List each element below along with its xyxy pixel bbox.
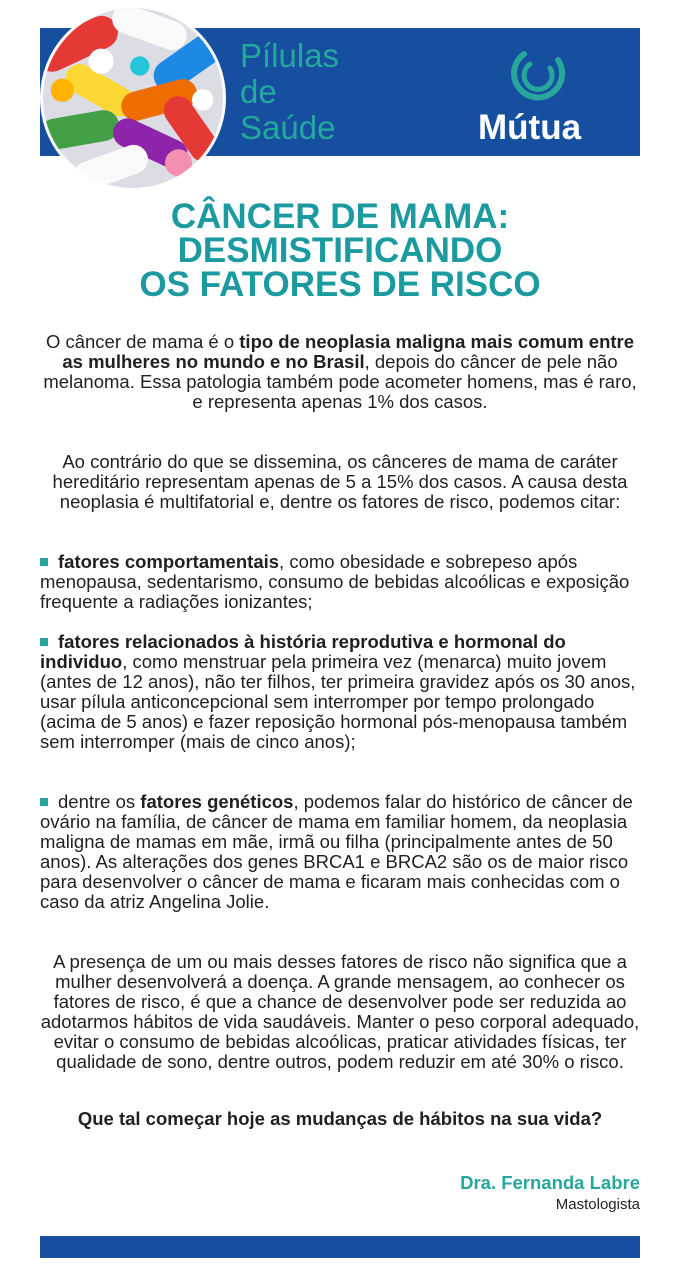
bullet-square-icon <box>40 638 48 646</box>
intro-bold: tipo de neoplasia maligna mais comum entre as mulheres no mundo e no Brasil <box>62 331 635 372</box>
article-title <box>40 197 640 304</box>
mutua-logo-icon <box>510 46 568 102</box>
brand-logo-text: Mútua <box>478 108 582 147</box>
title-line-2: DESMISTIFICANDO <box>177 231 503 270</box>
bullet-1-bold: fatores comportamentais <box>58 551 280 572</box>
series-title <box>240 38 420 146</box>
bullet-genetic <box>40 792 640 912</box>
footer-bar <box>40 1236 640 1258</box>
series-title-line-1: Pílulas <box>240 37 340 74</box>
closing-question: Que tal começar hoje as mudanças de hábitos na sua vida? <box>77 1108 603 1129</box>
causes-paragraph: Ao contrário do que se dissemina, os cânceres de mama de caráter hereditário representam apenas de 5 a 15% dos casos. A causa desta neoplasia é multifatorial e, dentre os fatores de risco, podemos citar: <box>52 451 628 512</box>
bullet-2-bold: fatores relacionados à história reprodutiva e hormonal do individuo <box>40 631 566 672</box>
bullet-3-text: , podemos falar do histórico de câncer de ovário na família, de câncer de mama em familiar homem, da neoplasia maligna de mamas em mãe, irmã ou filha (principalmente antes de 50 anos). As alterações dos genes BRCA1 e BRCA2 são os de maior risco para desenvolver o câncer de mama e ficaram mais conhecidas com o caso da atriz Angelina Jolie. <box>40 791 633 912</box>
bullet-3-prefix: dentre os <box>58 791 141 812</box>
bullet-1-text: , como obesidade e sobrepeso após menopausa, sedentarismo, consumo de bebidas alcoólicas e exposição frequente a radiações ionizantes; <box>40 551 630 612</box>
title-line-1: CÂNCER DE MAMA: <box>170 197 510 236</box>
title-line-3: OS FATORES DE RISCO <box>139 265 541 304</box>
intro-text-2: , depois do câncer de pele não melanoma. Essa patologia também pode acometer homens, mas é raro, e representa apenas 1% dos casos. <box>43 351 637 412</box>
series-title-line-2: de <box>240 73 277 110</box>
bullet-2-text: , como menstruar pela primeira vez (menarca) muito jovem (antes de 12 anos), não ter filhos, ter primeira gravidez após os 30 anos, usar pílula anticoncepcional sem interromper por tempo prolongado (acima de 5 anos) e fazer reposição hormonal pós-menopausa também sem interromper (mais de cinco anos); <box>40 651 636 752</box>
author-name: Dra. Fernanda Labre <box>460 1172 640 1193</box>
bullet-reproductive <box>40 632 640 752</box>
pills-photo <box>40 5 226 191</box>
conclusion-paragraph: A presença de um ou mais desses fatores de risco não significa que a mulher desenvolverá a doença. A grande mensagem, ao conhecer os fatores de risco, é que a chance de desenvolver pode ser reduzida ao adotarmos hábitos de vida saudáveis. Manter o peso corporal adequado, evitar o consumo de bebidas alcoólicas, praticar atividades físicas, ter qualidade de sono, dentre outros, podem reduzir em até 30% o risco. <box>40 951 640 1072</box>
intro-text-1: O câncer de mama é o <box>45 331 240 352</box>
bullet-behavioral <box>40 552 640 612</box>
bullet-3-bold: fatores genéticos <box>140 791 294 812</box>
series-title-line-3: Saúde <box>240 109 336 146</box>
intro-paragraph <box>40 332 640 412</box>
bullet-square-icon <box>40 798 48 806</box>
bullet-square-icon <box>40 558 48 566</box>
author-role: Mastologista <box>555 1196 640 1213</box>
